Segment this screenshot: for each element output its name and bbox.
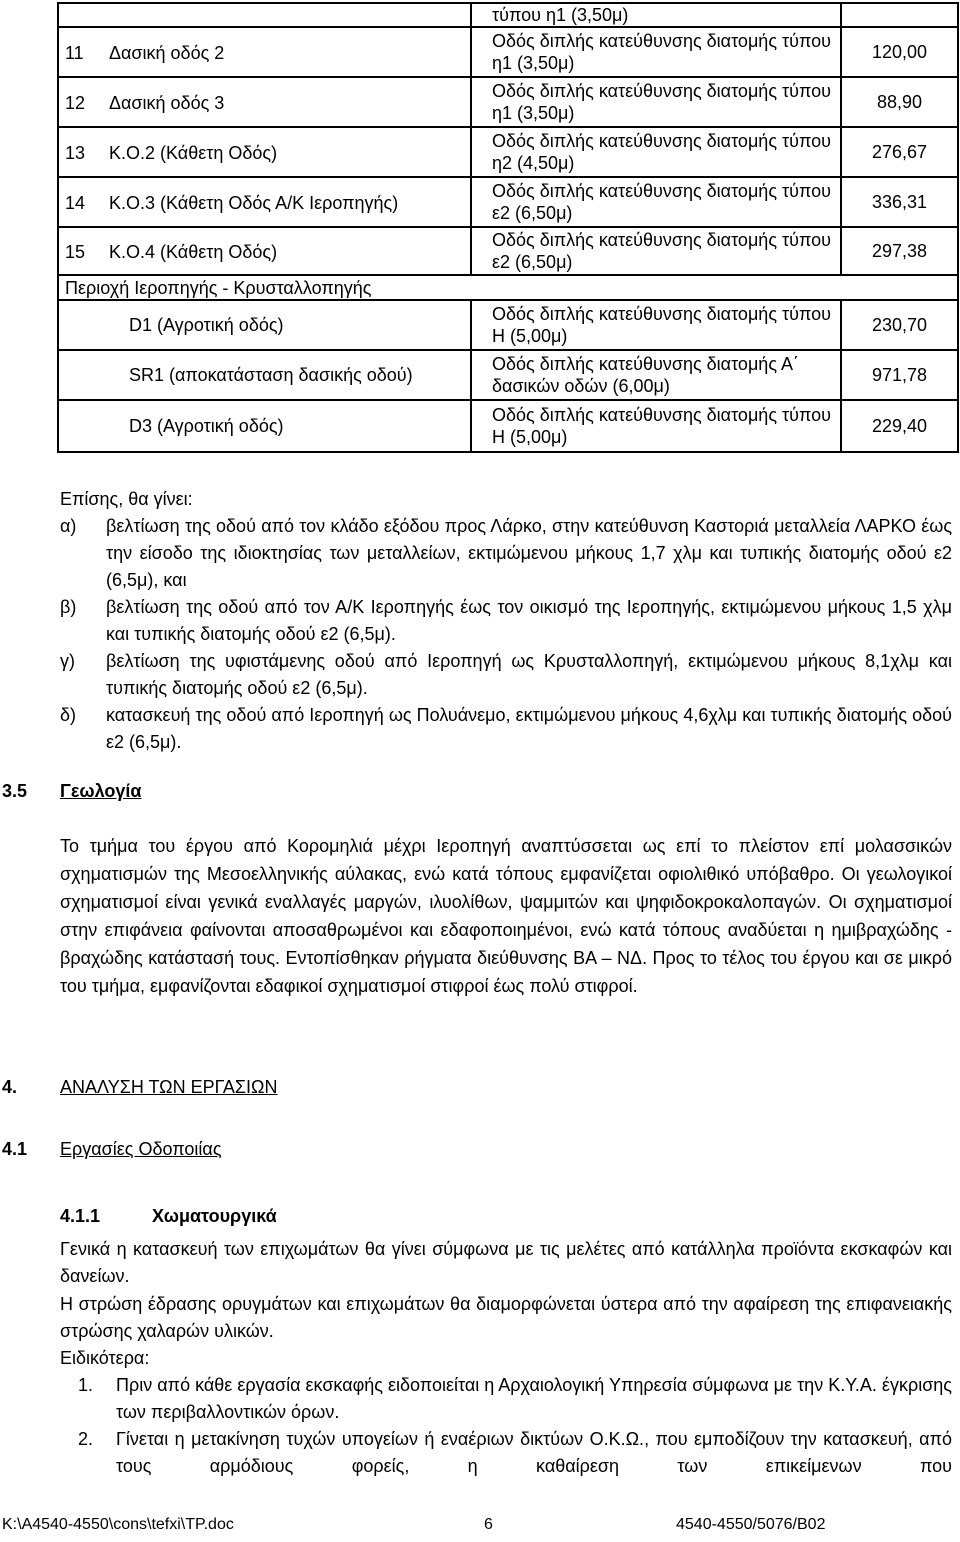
numbered-item-1 bbox=[78, 1372, 952, 1426]
section-number-earthworks: 4.1.1 bbox=[60, 1206, 101, 1226]
footer-reference: 4540-4550/5076/B02 bbox=[676, 1516, 826, 1533]
road-name: Δασική οδός 3 bbox=[109, 92, 225, 113]
table-row bbox=[58, 177, 958, 227]
list-item-a bbox=[60, 513, 952, 594]
table-row bbox=[58, 227, 958, 275]
list-item-b bbox=[60, 594, 952, 648]
list-label: α) bbox=[60, 516, 77, 536]
footer-page-number: 6 bbox=[484, 1516, 493, 1533]
list-text: βελτίωση της οδού από τον κλάδο εξόδου προς Λάρκο, στην κατεύθυνση Καστοριά μεταλλεία ΛΑΡΚΟ έως την είσοδο της ιδιοκτησίας των μεταλλείων, εκτιμώμενου μήκους 1,7 χλμ και τυπικής διατομής οδού ε2 (6,5μ), και bbox=[106, 516, 952, 590]
road-length-cell: 971,78 bbox=[841, 350, 958, 400]
list-text: κατασκευή της οδού από Ιεροπηγή ως Πολυάνεμο, εκτιμώμενου μήκους 4,6χλμ και τυπικής διατομής οδού ε2 (6,5μ). bbox=[106, 705, 952, 752]
road-type-cell: Οδός διπλής κατεύθυνσης διατομής τύπου η1 (3,50μ) bbox=[471, 27, 841, 77]
list-label: β) bbox=[60, 597, 77, 617]
numbered-text: Γίνεται η μετακίνηση τυχών υπογείων ή εναέριων δικτύων Ο.Κ.Ω., που εμποδίζουν την κατασκευή, από τους αρμόδιους φορείς, η καθαίρεση των επικείμενων που bbox=[116, 1429, 952, 1476]
geology-paragraph: Το τμήμα του έργου από Κορομηλιά μέχρι Ιεροπηγή αναπτύσσεται ως επί το πλείστον επί μολασσικών σχηματισμών της Μεσοελληνικής αύλακας, ενώ κατά τόπους εμφανίζεται οφιολιθικό υπόβαθρο. Οι γεωλογικοί σχηματισμοί είναι γενικά εναλλαγές μαργών, ιλυολίθων, ψαμμιτών και ψηφιδοκροκαλοπαγών. Οι σχηματισμοί στην επιφάνεια φαίνονται αποσαθρωμένοι και εδαφοποιημένοι, ενώ κατά τόπους αναδύεται η ημιβραχώδης - βραχώδης κατάστασή τους. Εντοπίσθηκαν ρήγματα διεύθυνσης ΒΑ – ΝΔ. Προς το τέλος του έργου και σε μικρό του τμήμα, εμφανίζονται εδαφικοί σχηματισμοί στιφροί έως πολύ στιφροί. bbox=[60, 836, 952, 996]
roads-table bbox=[57, 2, 959, 453]
road-name-cell bbox=[58, 127, 471, 177]
road-name: Κ.Ο.2 (Κάθετη Οδός) bbox=[109, 142, 278, 163]
road-number: 13 bbox=[65, 142, 86, 163]
list-text: βελτίωση της οδού από τον Α/Κ Ιεροπηγής έως τον οικισμό της Ιεροπηγής, εκτιμώμενου μήκους 1,5 χλμ και τυπικής διατομής οδού ε2 (6,5μ). bbox=[106, 597, 952, 644]
table-row bbox=[58, 27, 958, 77]
section-number-analysis: 4. bbox=[2, 1077, 18, 1097]
numbered-text: Πριν από κάθε εργασία εκσκαφής ειδοποιείται η Αρχαιολογική Υπηρεσία σύμφωνα με την Κ.Υ.Α. έγκρισης των περιβαλλοντικών όρων. bbox=[116, 1375, 952, 1422]
road-name: D1 (Αγροτική οδός) bbox=[129, 315, 284, 335]
road-type-cell: Οδός διπλής κατεύθυνσης διατομής τύπου Η (5,00μ) bbox=[471, 300, 841, 350]
road-length-cell: 120,00 bbox=[841, 27, 958, 77]
table-row bbox=[58, 300, 958, 350]
road-name-cell bbox=[58, 227, 471, 275]
road-name: Κ.Ο.3 (Κάθετη Οδός Α/Κ Ιεροπηγής) bbox=[109, 192, 399, 213]
road-type-cell: τύπου η1 (3,50μ) bbox=[471, 3, 841, 27]
road-number: 12 bbox=[65, 92, 86, 113]
numbered-label: 1. bbox=[78, 1375, 94, 1395]
road-type-cell: Οδός διπλής κατεύθυνσης διατομής Α΄ δασικών οδών (6,00μ) bbox=[471, 350, 841, 400]
road-length-cell: 336,31 bbox=[841, 177, 958, 227]
list-label: δ) bbox=[60, 705, 77, 725]
road-number: 14 bbox=[65, 192, 86, 213]
section-title-analysis: ΑΝΑΛΥΣΗ ΤΩΝ ΕΡΓΑΣΙΩΝ bbox=[60, 1077, 278, 1097]
road-name-cell bbox=[58, 3, 471, 27]
road-name: D3 (Αγροτική οδός) bbox=[129, 416, 284, 436]
earthworks-specifically: Ειδικότερα: bbox=[60, 1348, 150, 1368]
road-length-cell: 229,40 bbox=[841, 400, 958, 452]
road-name: Κ.Ο.4 (Κάθετη Οδός) bbox=[109, 241, 278, 262]
also-intro: Επίσης, θα γίνει: bbox=[60, 489, 193, 509]
table-row bbox=[58, 127, 958, 177]
table-row bbox=[58, 3, 958, 27]
table-row bbox=[58, 275, 958, 300]
earthworks-paragraph-1: Γενικά η κατασκευή των επιχωμάτων θα γίνει σύμφωνα με τις μελέτες από κατάλληλα προϊόντα εκσκαφών και δανείων. bbox=[60, 1239, 952, 1286]
road-type-cell: Οδός διπλής κατεύθυνσης διατομής τύπου η1 (3,50μ) bbox=[471, 77, 841, 127]
road-name-cell bbox=[58, 350, 471, 400]
section-title-earthworks: Χωματουργικά bbox=[152, 1206, 277, 1226]
road-length-cell bbox=[841, 3, 958, 27]
road-number: 11 bbox=[65, 42, 84, 63]
road-name: Δασική οδός 2 bbox=[109, 42, 225, 63]
numbered-item-2 bbox=[78, 1426, 952, 1480]
road-name-cell bbox=[58, 400, 471, 452]
table-section-heading: Περιοχή Ιεροπηγής - Κρυσταλλοπηγής bbox=[58, 275, 958, 300]
road-type-cell: Οδός διπλής κατεύθυνσης διατομής τύπου ε2 (6,50μ) bbox=[471, 177, 841, 227]
road-type-cell: Οδός διπλής κατεύθυνσης διατομής τύπου Η (5,00μ) bbox=[471, 400, 841, 452]
road-type-cell: Οδός διπλής κατεύθυνσης διατομής τύπου η2 (4,50μ) bbox=[471, 127, 841, 177]
road-name-cell bbox=[58, 177, 471, 227]
road-name: SR1 (αποκατάσταση δασικής οδού) bbox=[129, 365, 413, 385]
section-title-roadworks: Εργασίες Οδοποιίας bbox=[60, 1139, 222, 1159]
road-length-cell: 297,38 bbox=[841, 227, 958, 275]
road-name-cell bbox=[58, 300, 471, 350]
road-name-cell bbox=[58, 27, 471, 77]
road-name-cell bbox=[58, 77, 471, 127]
table-row bbox=[58, 400, 958, 452]
table-row bbox=[58, 77, 958, 127]
numbered-label: 2. bbox=[78, 1429, 94, 1449]
list-item-d bbox=[60, 702, 952, 756]
road-type-cell: Οδός διπλής κατεύθυνσης διατομής τύπου ε2 (6,50μ) bbox=[471, 227, 841, 275]
footer-path: K:\A4540-4550\cons\tefxi\TP.doc bbox=[2, 1516, 234, 1533]
road-length-cell: 88,90 bbox=[841, 77, 958, 127]
road-length-cell: 276,67 bbox=[841, 127, 958, 177]
earthworks-paragraph-2: Η στρώση έδρασης ορυγμάτων και επιχωμάτων θα διαμορφώνεται ύστερα από την αφαίρεση της επιφανειακής στρώσης χαλαρών υλικών. bbox=[60, 1294, 952, 1341]
list-item-c bbox=[60, 648, 952, 702]
road-length-cell: 230,70 bbox=[841, 300, 958, 350]
list-text: βελτίωση της υφιστάμενης οδού από Ιεροπηγή ως Κρυσταλλοπηγή, εκτιμώμενου μήκους 8,1χλμ και τυπικής διατομής οδού ε2 (6,5μ). bbox=[106, 651, 952, 698]
table-row bbox=[58, 350, 958, 400]
section-number-roadworks: 4.1 bbox=[2, 1139, 28, 1159]
list-label: γ) bbox=[60, 651, 75, 671]
section-title-geology: Γεωλογία bbox=[60, 781, 142, 801]
road-number: 15 bbox=[65, 241, 86, 262]
section-number-geology: 3.5 bbox=[2, 781, 28, 801]
